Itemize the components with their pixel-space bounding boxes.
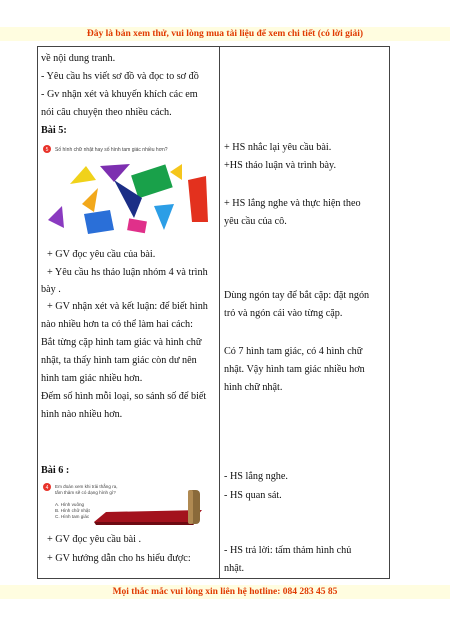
exercise-5-line: bày . xyxy=(41,284,61,295)
triangle-yellow-2 xyxy=(170,164,182,180)
figure-question: Số hình chữ nhật hay số hình tam giác nhiều hơn? xyxy=(55,147,168,153)
exercise-5-title: Bài 5: xyxy=(41,125,67,136)
exercise-5-response: hình chữ nhật. xyxy=(224,382,283,393)
option-b: B. Hình chữ nhật xyxy=(55,508,90,513)
exercise-5-response: + HS lắng nghe và thực hiện theo xyxy=(224,198,361,209)
exercise-5-line: + Yêu cầu hs thảo luận nhóm 4 và trình xyxy=(47,267,208,278)
exercise-6-response: - HS trả lời: tấm thảm hình chủ xyxy=(224,545,352,556)
carpet-body xyxy=(94,510,202,522)
carpet-roll-face xyxy=(188,490,193,524)
triangle-purple xyxy=(100,164,130,182)
exercise-5-response: Dùng ngón tay để bắt cặp: đặt ngón xyxy=(224,290,370,301)
rectangle-pink xyxy=(127,218,147,233)
shapes-figure xyxy=(42,142,216,242)
exercise-6-response: nhật. xyxy=(224,563,245,574)
exercise-6-line: + GV đọc yêu cầu bài . xyxy=(47,534,142,545)
exercise-5-line: Bắt từng cặp hình tam giác và hình chữ xyxy=(41,337,202,348)
exercise-5-response: yêu cầu của cô. xyxy=(224,216,287,227)
preview-notice: Đây là bản xem thử, vui lòng mua tài liệu để xem chi tiết (có lời giải) xyxy=(0,27,450,41)
figure-question-line: Em đoán xem khi trải thẳng ra, xyxy=(55,484,118,489)
intro-line: - Yêu cầu hs viết sơ đồ và đọc to sơ đồ xyxy=(41,71,199,82)
exercise-6-title: Bài 6 : xyxy=(41,465,70,476)
figure-question-line: tấm thảm sẽ có dạng hình gì? xyxy=(55,490,116,495)
intro-line: nói câu chuyện theo nhiều cách. xyxy=(41,107,172,118)
rectangle-blue xyxy=(84,210,114,234)
hotline-footer: Mọi thắc mắc vui lòng xin liên hệ hotline: 084 283 45 85 xyxy=(0,585,450,599)
column-divider xyxy=(219,46,220,579)
exercise-6-response: - HS lắng nghe. xyxy=(224,471,288,482)
exercise-5-response: trỏ và ngón cái vào từng cặp. xyxy=(224,308,343,319)
exercise-5-response: nhật. Vậy hình tam giác nhiều hơn xyxy=(224,364,365,375)
intro-line: về nội dung tranh. xyxy=(41,53,116,64)
exercise-5-line: Đếm số hình mỗi loại, so sánh số để biết xyxy=(41,391,207,402)
exercise-5-line: nào nhiều hơn ta có thể làm hai cách: xyxy=(41,319,193,330)
exercise-number: 4 xyxy=(45,485,49,491)
exercise-5-response: +HS thảo luận và trình bày. xyxy=(224,160,337,171)
exercise-5-line: hình nào nhiều hơn. xyxy=(41,409,123,420)
carpet-edge xyxy=(94,522,194,525)
triangle-lightblue xyxy=(154,204,174,230)
exercise-5-response: + HS nhắc lại yêu cầu bài. xyxy=(224,142,332,153)
rectangle-red xyxy=(188,176,208,222)
rectangle-green xyxy=(131,164,173,198)
intro-line: - Gv nhận xét và khuyến khích các em xyxy=(41,89,198,100)
exercise-5-line: + GV nhận xét và kết luận: để biết hình xyxy=(47,301,208,312)
exercise-5-response: Có 7 hình tam giác, có 4 hình chữ xyxy=(224,346,363,357)
option-c: C. Hình tam giác xyxy=(55,514,90,519)
exercise-6-line: + GV hướng dẫn cho hs hiểu được: xyxy=(47,553,191,564)
triangle-purple-2 xyxy=(48,206,64,228)
triangle-orange xyxy=(82,188,98,212)
exercise-number: 5 xyxy=(45,147,49,153)
exercise-6-response: - HS quan sát. xyxy=(224,490,282,501)
option-a: A. Hình vuông xyxy=(55,502,85,507)
exercise-5-line: nhật, ta thấy hình tam giác còn dư nên xyxy=(41,355,197,366)
exercise-5-line: hình tam giác nhiều hơn. xyxy=(41,373,143,384)
triangle-yellow xyxy=(70,166,96,184)
carpet-figure xyxy=(42,482,216,532)
exercise-5-line: + GV đọc yêu cầu của bài. xyxy=(47,249,156,260)
